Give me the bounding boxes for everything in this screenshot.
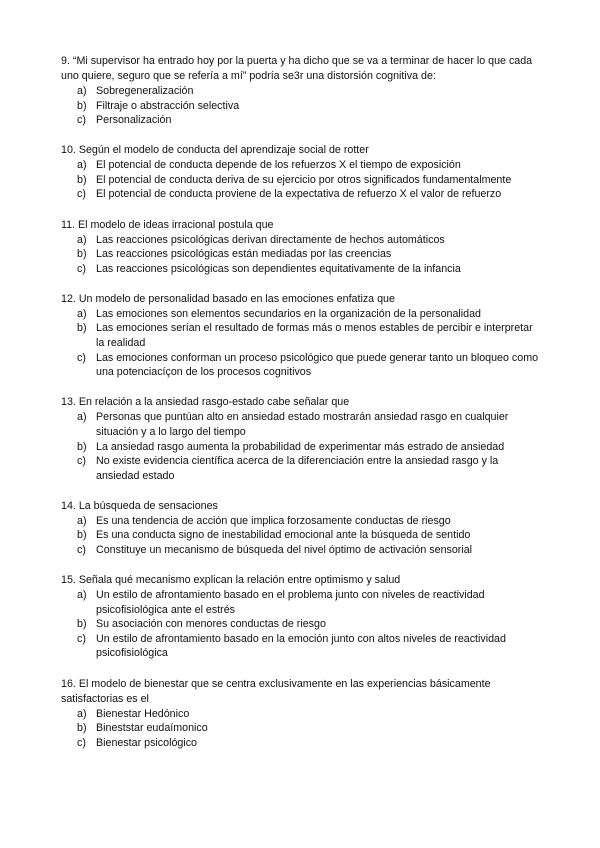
option-a xyxy=(61,84,541,99)
option-label: b) xyxy=(77,322,87,335)
question-10 xyxy=(61,143,541,202)
option-b xyxy=(61,617,541,632)
option-c xyxy=(61,454,541,483)
option-text: Filtraje o abstracción selectiva xyxy=(96,99,240,112)
option-a xyxy=(61,233,541,248)
option-label: a) xyxy=(77,233,87,246)
option-text: Es una conducta signo de inestabilidad emocional ante la búsqueda de sentido xyxy=(96,529,471,542)
option-text: Sobregeneralización xyxy=(96,85,194,97)
option-label: b) xyxy=(77,529,87,542)
option-list xyxy=(61,84,541,128)
option-list xyxy=(61,514,541,558)
question-text: 16. El modelo de bienestar que se centra exclusivamente en las experiencias básicamente satisfactorias es el xyxy=(61,677,491,705)
option-list xyxy=(61,410,541,483)
question-13 xyxy=(61,395,541,483)
option-c xyxy=(61,632,541,661)
question-text: 12. Un modelo de personalidad basado en las emociones enfatiza que xyxy=(61,292,395,305)
option-c xyxy=(61,113,541,128)
option-label: c) xyxy=(77,455,86,468)
option-a xyxy=(61,158,541,173)
option-label: c) xyxy=(77,114,86,127)
option-label: b) xyxy=(77,440,87,453)
option-text: El potencial de conducta proviene de la expectativa de refuerzo X el valor de refuerzo xyxy=(96,188,502,201)
option-text: Un estilo de afrontamiento basado en la emoción junto con altos niveles de reactividad psicofisiológica xyxy=(96,632,506,660)
option-c xyxy=(61,187,541,202)
option-list xyxy=(61,707,541,751)
question-text: 13. En relación a la ansiedad rasgo-estado cabe señalar que xyxy=(61,396,350,409)
question-16 xyxy=(61,677,541,751)
option-text: La ansiedad rasgo aumenta la probabilidad de experimentar más estrado de ansiedad xyxy=(96,440,505,453)
option-label: c) xyxy=(77,736,86,749)
option-text: Las reacciones psicológicas están mediadas por las creencias xyxy=(96,248,392,261)
option-text: Personas que puntúan alto en ansiedad estado mostrarán ansiedad rasgo en cualquier situación y a lo largo del tiempo xyxy=(96,411,509,438)
question-9 xyxy=(61,54,541,128)
option-c xyxy=(61,262,541,277)
question-text: 9. “Mi supervisor ha entrado hoy por la puerta y ha dicho que se va a terminar de hacer lo que cada uno quiere, seguro que se refería a mí” podría se3r una distorsión cognitiva de: xyxy=(61,55,533,82)
option-label: b) xyxy=(77,618,87,631)
option-text: Constituye un mecanismo de búsqueda del nivel óptimo de activación sensorial xyxy=(96,543,473,556)
question-14 xyxy=(61,499,541,558)
option-b xyxy=(61,321,541,350)
option-b xyxy=(61,528,541,543)
option-label: c) xyxy=(77,543,86,556)
option-b xyxy=(61,173,541,188)
option-label: a) xyxy=(77,307,87,320)
option-b xyxy=(61,99,541,114)
option-label: a) xyxy=(77,85,87,97)
option-label: c) xyxy=(77,188,86,201)
option-text: Bienestar psicológico xyxy=(96,736,197,749)
option-text: Un estilo de afrontamiento basado en el problema junto con niveles de reactividad psicofisiológica ante el estrés xyxy=(96,589,485,616)
option-label: a) xyxy=(77,589,87,602)
option-label: b) xyxy=(77,248,87,261)
question-15 xyxy=(61,573,541,661)
option-c xyxy=(61,351,541,380)
option-list xyxy=(61,158,541,202)
option-a xyxy=(61,307,541,322)
option-text: Bineststar eudaímonico xyxy=(96,722,208,735)
option-list xyxy=(61,233,541,277)
question-text: 14. La búsqueda de sensaciones xyxy=(61,499,218,512)
option-text: No existe evidencia científica acerca de la diferenciación entre la ansiedad rasgo y la ansiedad estado xyxy=(96,455,499,482)
question-text: 10. Según el modelo de conducta del aprendizaje social de rotter xyxy=(61,144,369,157)
option-text: Las reacciones psicológicas son dependientes equitativamente de la infancia xyxy=(96,262,461,275)
option-b xyxy=(61,721,541,736)
option-label: a) xyxy=(77,411,87,424)
question-text: 11. El modelo de ideas irracional postula que xyxy=(61,218,274,231)
option-a xyxy=(61,588,541,617)
option-c xyxy=(61,543,541,558)
option-text: Es una tendencia de acción que implica forzosamente conductas de riesgo xyxy=(96,514,451,527)
option-label: a) xyxy=(77,159,87,172)
option-list xyxy=(61,588,541,661)
option-label: b) xyxy=(77,173,87,186)
option-label: a) xyxy=(77,707,87,720)
option-b xyxy=(61,440,541,455)
option-b xyxy=(61,247,541,262)
option-list xyxy=(61,307,541,380)
option-label: b) xyxy=(77,99,87,112)
option-c xyxy=(61,736,541,751)
option-text: Las emociones son elementos secundarios en la organización de la personalidad xyxy=(96,307,481,320)
option-label: a) xyxy=(77,514,87,527)
option-a xyxy=(61,410,541,439)
option-a xyxy=(61,707,541,722)
option-text: El potencial de conducta deriva de su ejercicio por otros significados fundamentalmente xyxy=(96,173,512,186)
option-text: Las reacciones psicológicas derivan directamente de hechos automáticos xyxy=(96,233,445,246)
option-label: c) xyxy=(77,262,86,275)
question-12 xyxy=(61,292,541,380)
option-text: Su asociación con menores conductas de riesgo xyxy=(96,618,326,631)
document-page xyxy=(61,54,541,766)
option-label: c) xyxy=(77,632,86,645)
option-label: c) xyxy=(77,351,86,364)
option-label: b) xyxy=(77,722,87,735)
option-text: Bienestar Hedónico xyxy=(96,707,190,720)
option-text: Las emociones serían el resultado de formas más o menos estables de percibir e interpretar la realidad xyxy=(96,322,533,350)
option-text: Las emociones conforman un proceso psicológico que puede generar tanto un bloqueo como una potenciacíçon de los procesos cognitivos xyxy=(96,351,539,379)
question-text: 15. Señala qué mecanismo explican la relación entre optimismo y salud xyxy=(61,574,401,587)
option-text: El potencial de conducta depende de los refuerzos X el tiempo de exposición xyxy=(96,159,461,172)
option-text: Personalización xyxy=(96,114,172,127)
question-11 xyxy=(61,218,541,277)
option-a xyxy=(61,514,541,529)
